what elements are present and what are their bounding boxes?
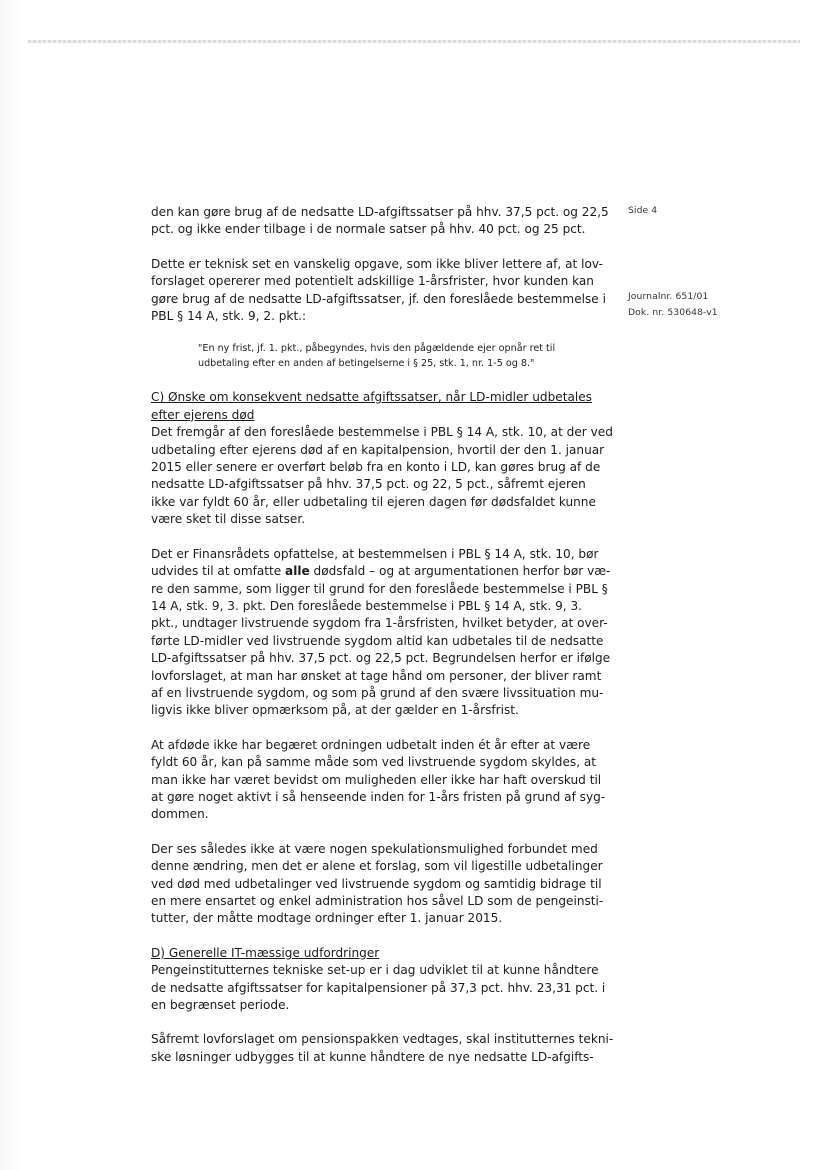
text-segment: udvides til at omfatte <box>151 564 286 579</box>
paragraph-8 <box>151 1031 614 1066</box>
text-line: en mere ensartet og enkel administration hos såvel LD som de pengeinsti- <box>151 894 604 908</box>
text-line: pct. og ikke ender tilbage i de normale satser på hhv. 40 pct. og 25 pct. <box>151 222 586 237</box>
text-line: ikke var fyldt 60 år, eller udbetaling til ejeren dagen før dødsfaldet kunne <box>151 494 596 509</box>
paragraph-1 <box>151 204 609 239</box>
text-line: tutter, der måtte modtage ordninger efter 1. januar 2015. <box>151 911 503 926</box>
text-line: At afdøde ikke har begæret ordningen udbetalt inden ét år efter at være <box>151 737 591 752</box>
text-line: PBL § 14 A, stk. 9, 2. pkt.: <box>151 309 307 324</box>
heading-line: C) Ønske om konsekvent nedsatte afgiftssatser, når LD-midler udbetales <box>151 390 592 405</box>
section-heading-d: D) Generelle IT-mæssige udfordringer <box>151 945 380 960</box>
text-line: dommen. <box>151 807 209 822</box>
paragraph-4 <box>151 546 611 720</box>
paragraph-2 <box>151 256 606 326</box>
text-line: Det fremgår af den foreslåede bestemmelse i PBL § 14 A, stk. 10, at der ved <box>151 425 613 440</box>
legal-quote <box>198 341 591 371</box>
text-line: af en livstruende sygdom, og som på grund af den svære livssituation mu- <box>151 685 604 700</box>
paragraph-7 <box>151 962 606 1014</box>
letter-body <box>151 204 614 1083</box>
quote-line: "En ny frist, jf. 1. pkt., påbegyndes, hvis den pågældende ejer opnår ret til <box>198 343 556 355</box>
page-number-label: Side 4 <box>628 205 658 216</box>
text-line: de nedsatte afgiftssatser for kapitalpensioner på 37,3 pct. hhv. 23,31 pct. i <box>151 980 606 995</box>
text-line: at gøre noget aktivt i så henseende inden for 1-års fristen på grund af syg- <box>151 789 606 804</box>
paragraph-6 <box>151 841 604 928</box>
text-line: fyldt 60 år, kan på samme måde som ved livstruende sygdom skyldes, at <box>151 755 597 770</box>
text-line: man ikke har været bevidst om muligheden eller ikke har haft overskud til <box>151 772 602 787</box>
text-line: ligvis ikke bliver opmærksom på, at der gælder en 1-årsfrist. <box>151 703 519 718</box>
scan-edge-shadow <box>0 0 22 1170</box>
emphasis-text: alle <box>285 564 310 579</box>
heading-line: efter ejerens død <box>151 407 255 422</box>
document-reference <box>628 289 718 321</box>
text-line: LD-afgiftssatser på hhv. 37,5 pct. og 22,5 pct. Begrundelsen herfor er ifølge <box>151 651 611 666</box>
text-line: være sket til disse satser. <box>151 512 306 527</box>
text-line: denne ændring, men det er alene et forslag, som vil ligestille udbetalinger <box>151 859 603 874</box>
text-line: ske løsninger udbygges til at kunne håndtere de nye nedsatte LD-afgifts- <box>151 1049 594 1064</box>
journal-number: Journalnr. 651/01 <box>628 291 709 302</box>
text-line-with-emphasis <box>151 563 611 580</box>
text-line: nedsatte LD-afgiftssatser på hhv. 37,5 pct. og 22, 5 pct., såfremt ejeren <box>151 477 586 492</box>
text-line: Det er Finansrådets opfattelse, at bestemmelsen i PBL § 14 A, stk. 10, bør <box>151 546 599 561</box>
quote-line: udbetaling efter en anden af betingelserne i § 25, stk. 1, nr. 1-5 og 8." <box>198 358 535 370</box>
text-line: 14 A, stk. 9, 3. pkt. Den foreslåede bestemmelse i PBL § 14 A, stk. 9, 3. <box>151 598 583 613</box>
text-line: 2015 eller senere er overført beløb fra en konto i LD, kan gøres brug af de <box>151 460 601 475</box>
text-line: Såfremt lovforslaget om pensionspakken vedtages, skal institutternes tekni- <box>151 1032 614 1047</box>
scan-top-line <box>28 40 800 43</box>
text-line: gøre brug af de nedsatte LD-afgiftssatser, jf. den foreslåede bestemmelse i <box>151 291 606 306</box>
text-line: lovforslaget, at man har ønsket at tage hånd om personer, der bliver ramt <box>151 668 602 683</box>
text-line: en begrænset periode. <box>151 998 290 1013</box>
text-line: ved død med udbetalinger ved livstruende sygdom og samtidig bidrage til <box>151 876 602 891</box>
text-line: Der ses således ikke at være nogen spekulationsmulighed forbundet med <box>151 841 598 856</box>
text-line: Pengeinstitutternes tekniske set-up er i dag udviklet til at kunne håndtere <box>151 963 599 978</box>
text-segment: dødsfald – og at argumentationen herfor bør væ- <box>309 564 611 579</box>
text-line: forslaget opererer med potentielt adskillige 1-årsfrister, hvor kunden kan <box>151 274 594 289</box>
text-line: re den samme, som ligger til grund for den foreslåede bestemmelse i PBL § <box>151 581 608 596</box>
paragraph-5 <box>151 737 606 824</box>
paragraph-3 <box>151 424 613 528</box>
text-line: den kan gøre brug af de nedsatte LD-afgiftssatser på hhv. 37,5 pct. og 22,5 <box>151 205 609 219</box>
document-number: Dok. nr. 530648-v1 <box>628 307 718 318</box>
text-line: førte LD-midler ved livstruende sygdom altid kan udbetales til de nedsatte <box>151 633 604 648</box>
text-line: udbetaling efter ejerens død af en kapitalpension, hvortil der den 1. januar <box>151 442 605 457</box>
section-heading-c <box>151 389 591 424</box>
text-line: pkt., undtager livstruende sygdom fra 1-årsfristen, hvilket betyder, at over- <box>151 616 608 631</box>
text-line: Dette er teknisk set en vanskelig opgave, som ikke bliver lettere af, at lov- <box>151 256 604 271</box>
